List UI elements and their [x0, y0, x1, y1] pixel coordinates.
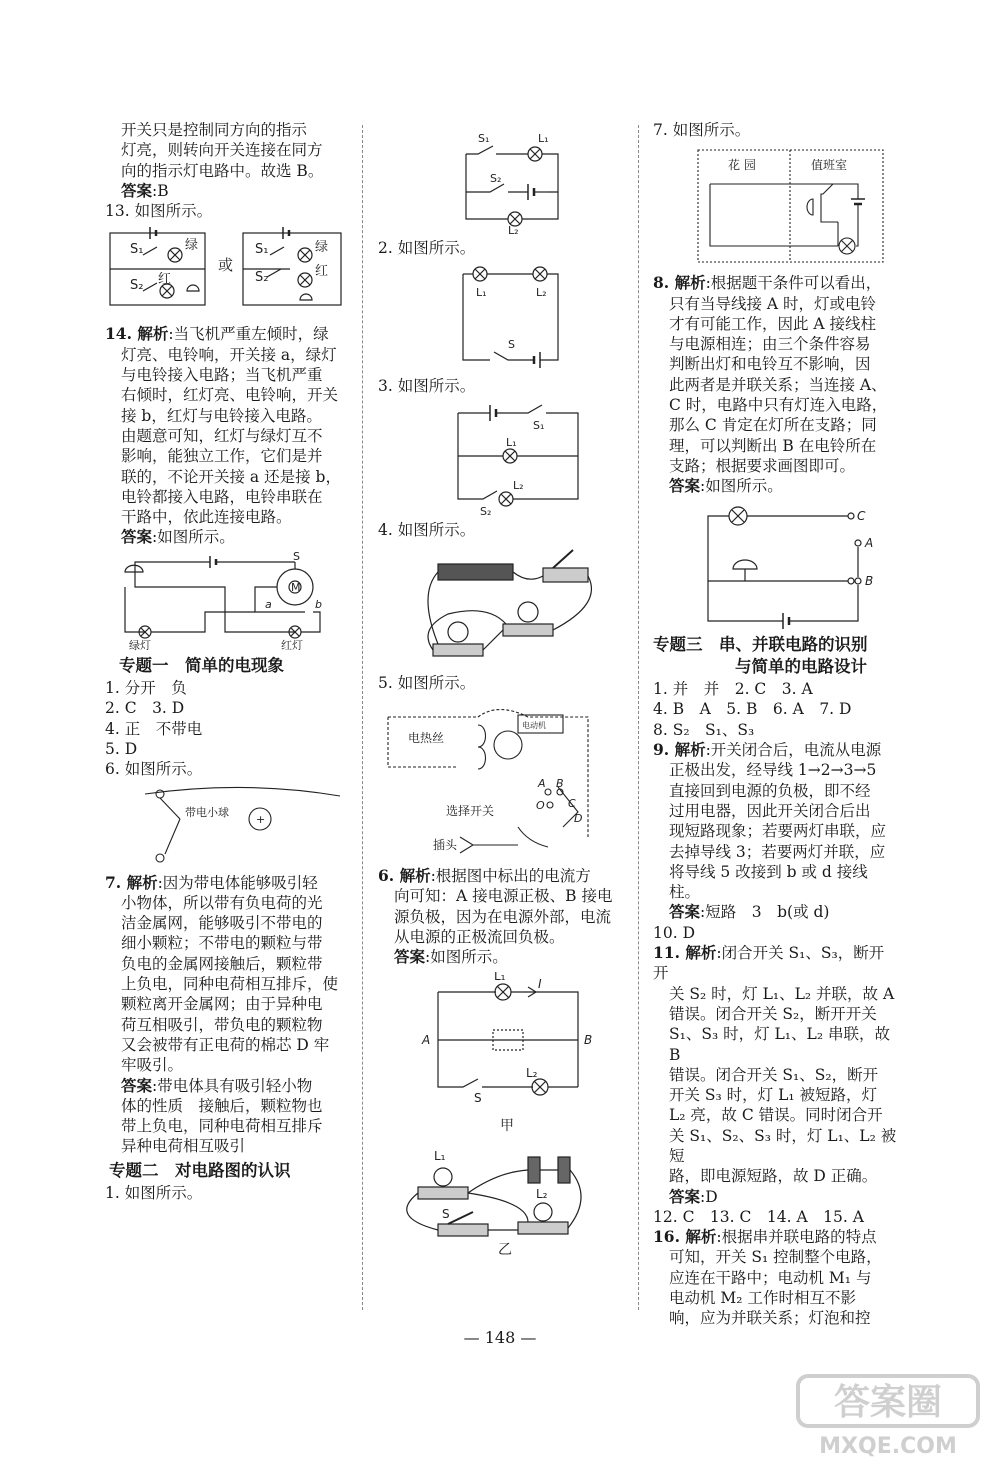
q11-analysis-first: 11. 解析:闭合开关 S₁、S₃，断开开: [653, 943, 885, 983]
svg-text:B: B: [865, 573, 874, 588]
q8-circuit: [653, 501, 898, 631]
answer-line: 答案:如图所示。: [394, 947, 508, 967]
svg-text:答案圈: 答案圈: [833, 1382, 943, 1423]
topic-3-heading-line2: 与简单的电路设计: [735, 656, 867, 676]
svg-text:L₁: L₁: [434, 1148, 446, 1163]
svg-text:b: b: [315, 597, 322, 611]
page-number: — 148 —: [463, 1328, 537, 1347]
svg-text:乙: 乙: [498, 1241, 512, 1257]
answer-line: 答案:B: [121, 180, 169, 200]
q8-analysis-first: 8. 解析:根据题干条件可以看出，: [653, 273, 882, 293]
q13-green-label: 绿: [185, 238, 199, 254]
svg-text:L₁: L₁: [476, 286, 487, 300]
svg-text:红灯: 红灯: [281, 638, 303, 652]
q9-analysis: 正极出发，经导线 1→2→3→5 直接回到电源的负极，即不经 过用电器，因此开关闭合后出 现短路现象；若要两灯串联，应 去掉导线 3；若要两灯并联，应 将导线 5 改接到 b 或 d 接线柱。 答案:短路 3 b(或 d): [653, 760, 898, 922]
svg-text:A: A: [865, 535, 874, 550]
svg-text:S₂: S₂: [490, 172, 502, 185]
svg-text:插头: 插头: [433, 838, 458, 853]
q14-analysis: 灯亮、电铃响，开关接 a，绿灯 与电铃接入电路；当飞机严重 右倾时，红灯亮、电铃响，开关 接 b，红灯与电铃接入电路。 由题意可知，红灯与绿灯互不 影响，能独立工作，它们是并 联的，不论开关接 a 还是接 b， 电铃都接入电路，电铃串联在 干路中，依此连接电路。 答案:如图所示。: [105, 345, 345, 548]
svg-text:a: a: [265, 597, 272, 611]
svg-text:I: I: [538, 976, 542, 991]
svg-text:S₁: S₁: [533, 418, 545, 432]
svg-text:M: M: [291, 580, 301, 594]
svg-text:S: S: [442, 1206, 450, 1221]
svg-text:MXQE.COM: MXQE.COM: [819, 1434, 957, 1459]
column-3: 7. 如图所示。 花 园 值班室 8. 解析:根据题干条件可以看出， 只有当导线接 A 时，灯或电铃 才有可能工作，因此 A 接线柱 与电源相连；由三个条件容易 判断出灯和电铃互不影响，因 此两者是并联关系；当连接 A、 C 时，电路中只有灯连入电路， 那么 C 肯定在灯所在支路；同 理，可以判断出 B 在电铃所在 支路；根据要求画图即可。 答案:如图所示。 C A B 专题三 串、并联电路的识别 与简单的电路设计 1. 并 并 2. C 3. A 4. B A 5. B 6. A 7. D 8. S₂ S₁、S₃ 9. 解析:开关闭合后，电流从电源 正极出发，经导线 1→2→3→5 直接回到电源的负极，即不经 过用电器，因此开关闭合后出 现短路现象；若要两灯串联，应 去掉导线 3；若要两灯并联，应 将导线 5 改接到 b 或 d 接线柱。 答案:短路 3 b(或 d) 10. D 11. 解析:闭合开关 S₁、S₃，断开开 关 S₂ 时，灯 L₁、L₂ 并联，故 A 错误。闭合开关 S₂，断开开关 S₁、S₃ 时，灯 L₁、L₂ 串联，故 B 错误。闭合开关 S₁、S₂，断开 开关 S₃ 时，灯 L₁ 被短路，灯 L₂ 亮，故 C 错误。同时闭合开 关 S₁、S₂、S₃ 时，灯 L₁、L₂ 被短 路，即电源短路，故 D 正确。 答案:D 12. C 13. C 14. A 15. A 16. 解析:根据串并联电路的特点 可知，开关 S₁ 控制整个电路， 应连在干路中；电动机 M₁ 与 电动机 M₂ 工作时相互不影 响，应为并联关系；灯泡和控: [653, 121, 897, 1328]
svg-text:B: B: [556, 777, 564, 791]
svg-text:S₁: S₁: [255, 242, 269, 258]
q13-s1-label: S₁: [130, 242, 144, 258]
q6-analysis: 向可知：A 接电源正极、B 接电 源负极，因为在电源外部，电流 从电源的正极流回负极。 答案:如图所示。: [378, 886, 618, 967]
svg-text:L₂: L₂: [508, 224, 519, 234]
svg-text:L₂: L₂: [536, 1186, 548, 1201]
answer-line: 答案:短路 3 b(或 d): [669, 902, 830, 922]
column-1: 开关只是控制同方向的指示 灯亮，则转向开关连接在同方 向的指示灯电路中。故选 B。 答案:B 13. 如图所示。 S₁ 绿 S₂ 红 或 S₁ 绿 S₂ 红 14. 解析:当飞机严重左倾时，绿 灯亮、电铃响，开关接 a，绿灯 与电铃接入电路；当飞机严重 右倾时，红灯亮、电铃响，开关 接 b，红灯与电铃接入电路。 由题意可知，红灯与绿灯互不 影响，能独立工作，它们是并 联的，不论开关接 a 还是接 b， 电铃都接入电路，电铃串联在 干路中，依此连接电路。 答案:如图所示。 S M a b 绿灯 红灯 专题一 简单的电现象 1. 分开 负 2. C 3. D 4. 正 不带电 5. D 6. 如图所示。 带电小球 + 7. 解析:因为带电体能够吸引轻 小物体，所以带有负电荷的光 洁金属网，能够吸引不带电的 细小颗粒；不带电的颗粒与带 负电的金属网接触后，颗粒带 上负电，同种电荷相互排斥，使 颗粒离开金属网；由于异种电 荷互相吸引，带负电的颗粒物 又会被带有正电荷的棉芯 D 牢 牢吸引。 答案:带电体具有吸引轻小物 体的性质 接触后，颗粒物也 带上负电，同种电荷相互排斥 异种电荷相互吸引 专题二 对电路图的认识 1. 如图所示。: [105, 120, 345, 1203]
q13-red-label: 红: [158, 272, 172, 288]
q9-analysis-first: 9. 解析:开关闭合后，电流从电源: [653, 740, 882, 760]
svg-text:绿灯: 绿灯: [129, 638, 151, 652]
q7-analysis: 小物体，所以带有负电荷的光 洁金属网，能够吸引不带电的 细小颗粒；不带电的颗粒与带 负电的金属网接触后，颗粒带 上负电，同种电荷相互排斥，使 颗粒离开金属网；由于异种电 荷互相吸引，带负电的颗粒物 又会被带有正电荷的棉芯 D 牢 牢吸引。 答案:带电体具有吸引轻小物 体的性质 接触后，颗粒物也 带上负电，同种电荷相互排斥 异种电荷相互吸引: [105, 893, 345, 1157]
svg-text:O: O: [536, 799, 545, 813]
svg-text:D: D: [574, 812, 583, 826]
charged-ball-label: 带电小球: [185, 805, 229, 819]
q11-analysis: 关 S₂ 时，灯 L₁、L₂ 并联，故 A 错误。闭合开关 S₂，断开开关 S₁、S₃ 时，灯 L₁、L₂ 串联，故 B 错误。闭合开关 S₁、S₂，断开 开关 S₃ 时，灯 L₁ 被短路，灯 L₂ 亮，故 C 错误。同时闭合开 关 S₁、S₂、S₃ 时，灯 L₁、L₂ 被短 路，即电源短路，故 D 正确。 答案:D: [669, 984, 897, 1206]
q13-circuit-figure: [105, 225, 345, 320]
svg-text:S₂: S₂: [480, 504, 492, 516]
column-divider-2: [638, 125, 639, 1310]
topic-3-heading: 专题三 串、并联电路的识别: [653, 634, 868, 654]
svg-text:花 园: 花 园: [728, 158, 756, 173]
q16-analysis: 可知，开关 S₁ 控制整个电路， 应连在干路中；电动机 M₁ 与 电动机 M₂ 工作时相互不影 响，应为并联关系；灯泡和控: [669, 1248, 882, 1328]
svg-text:C: C: [568, 797, 576, 811]
svg-text:L₁: L₁: [506, 435, 517, 449]
q6-circuit-jia-yi: [378, 972, 618, 1257]
q7-analysis-first: 7. 解析:因为带电体能够吸引轻: [105, 872, 318, 892]
svg-text:甲: 甲: [500, 1117, 514, 1134]
q16-analysis-first: 16. 解析:根据串并联电路的特点: [653, 1227, 877, 1247]
q14-circuit-figure: [105, 552, 345, 652]
answer-line: 答案:D: [669, 1186, 718, 1206]
q6-analysis-first: 6. 解析:根据图中标出的电流方: [378, 866, 591, 886]
svg-text:A: A: [538, 777, 546, 791]
q13-s2-label: S₂: [130, 278, 144, 294]
svg-text:红: 红: [315, 264, 329, 280]
svg-text:L₁: L₁: [494, 971, 506, 983]
svg-text:+: +: [256, 812, 266, 826]
q2-circuit: [378, 262, 618, 372]
answer-line: 答案:带电体具有吸引轻小物: [121, 1075, 313, 1095]
svg-text:S: S: [293, 551, 300, 563]
q13-or-label: 或: [218, 256, 234, 275]
q4-physical-circuit: [378, 544, 618, 669]
q3-circuit: [378, 401, 618, 516]
q13-text: 13. 如图所示。: [105, 202, 213, 221]
q7-garden-duty-figure: [653, 144, 898, 269]
svg-text:L₂: L₂: [513, 478, 524, 492]
svg-text:S: S: [508, 338, 515, 352]
q8-analysis: 只有当导线接 A 时，灯或电铃 才有可能工作，因此 A 接线柱 与电源相连；由三个条件容易 判断出灯和电铃互不影响，因 此两者是并联关系；当连接 A、 C 时，电路中只有灯连入电路， 那么 C 肯定在灯所在支路；同 理，可以判断出 B 在电铃所在 支路；根据要求画图即可。 答案:如图所示。: [653, 294, 898, 497]
svg-text:L₂: L₂: [526, 1065, 538, 1080]
svg-text:绿: 绿: [315, 240, 329, 256]
svg-text:选择开关: 选择开关: [446, 804, 495, 819]
svg-text:电热丝: 电热丝: [408, 731, 445, 746]
q14-analysis-first: 14. 解析:当飞机严重左倾时，绿: [105, 324, 329, 344]
svg-text:B: B: [584, 1032, 593, 1047]
topic-1-heading: 专题一 简单的电现象: [119, 655, 284, 675]
svg-text:L₂: L₂: [536, 286, 547, 300]
topic-2-heading: 专题二 对电路图的认识: [109, 1160, 291, 1180]
svg-text:C: C: [857, 508, 866, 523]
column-divider-1: [362, 125, 363, 1310]
svg-text:值班室: 值班室: [811, 158, 848, 173]
t2-q1-circuit: [378, 124, 618, 234]
column-2: S₁ L₁ S₂ L₂ 2. 如图所示。 L₁ L₂ S 3. 如图所示。 S₁ L₁ L₂ S₂ 4. 如图所示。 5. 如图所示。 电热丝 电动机 A B O C D 选择开关 插头 6. 解析:根据图中标出的电流方 向可知：A 接电源正极、B 接电 源负极，因为在电源外部，电流 从电源的正极流回负极。 答案:如图所示。 L₁ I A B S L₂ 甲 L₁ S L₂ 乙: [378, 120, 618, 1261]
watermark-logo: [788, 1371, 988, 1461]
svg-text:A: A: [422, 1032, 431, 1047]
svg-text:S: S: [474, 1090, 482, 1105]
answer-line: 答案:如图所示。: [121, 527, 235, 547]
q12-continuation: 开关只是控制同方向的指示 灯亮，则转向开关连接在同方 向的指示灯电路中。故选 B。 答案:B: [105, 120, 345, 201]
q5-hairdryer-figure: [378, 697, 618, 862]
svg-text:S₂: S₂: [255, 270, 269, 286]
svg-text:S₁: S₁: [478, 132, 490, 145]
svg-text:电动机: 电动机: [522, 721, 546, 731]
answer-line: 答案:如图所示。: [669, 476, 783, 496]
svg-text:L₁: L₁: [538, 132, 549, 145]
q6-charge-figure: [105, 784, 345, 869]
